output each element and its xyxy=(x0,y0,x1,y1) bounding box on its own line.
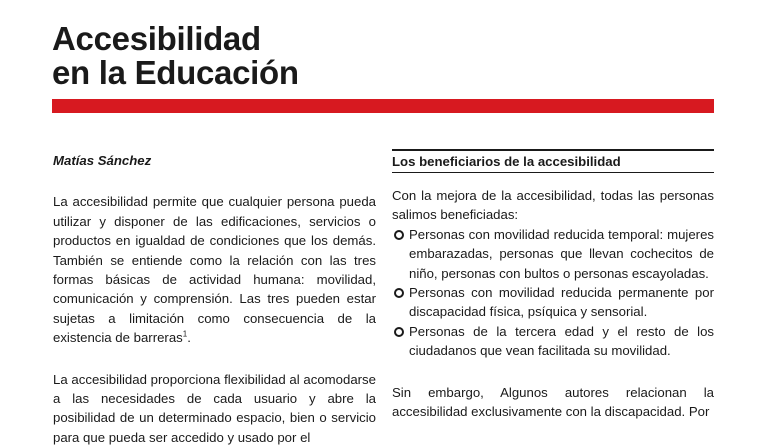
list-item xyxy=(392,283,714,322)
bullet-icon xyxy=(394,288,404,298)
list-item-text: Personas de la tercera edad y el resto de los ciudadanos que vean facilitada su movilidad. xyxy=(409,323,714,359)
paragraph-intro xyxy=(53,192,376,347)
footnote-marker[interactable]: 1 xyxy=(182,329,188,339)
list-item-text: Personas con movilidad reducida permanente por discapacidad física, psíquica y sensorial. xyxy=(409,285,714,320)
beneficiaries-list xyxy=(392,225,714,361)
paragraph-intro-end: . xyxy=(187,330,191,346)
paragraph-disability: Sin embargo, Algunos autores relacionan la accesibilidad exclusivamente con la discapacidad. Por xyxy=(392,384,714,420)
bullet-icon xyxy=(394,230,404,240)
list-item xyxy=(392,225,714,283)
title-line-2: en la Educación xyxy=(52,54,299,91)
paragraph-intro-text: La accesibilidad permite que cualquier persona pueda utilizar y disponer de las edificaciones, servicios o productos en igualdad de condiciones que los demás. También se entiende como la relación con las tres formas básicas de actividad humana: movilidad, comunicación y comprensión. Las tres pueden estar sujetas a limitación como consecuencia de la existencia de barreras xyxy=(53,194,376,346)
author-name: Matías Sánchez xyxy=(53,153,152,168)
list-item-text: Personas con movilidad reducida temporal: mujeres embarazadas, personas que llevan cochecitos de niño, personas con bultos o personas escayoladas. xyxy=(409,226,714,281)
right-column xyxy=(392,151,714,421)
title-line-1: Accesibilidad xyxy=(52,20,261,57)
left-column xyxy=(53,151,376,447)
section-heading: Los beneficiarios de la accesibilidad xyxy=(392,149,714,171)
paragraph-beneficiaries-intro: Con la mejora de la accesibilidad, todas las personas salimos beneficiadas: xyxy=(392,188,714,223)
title-accent-bar xyxy=(52,99,714,113)
paragraph-flexibility: La accesibilidad proporciona flexibilidad al acomodarse a las necesidades de cada usuario y abre la posibilidad de un determinado espacio, bien o servicio para que pueda ser accedido y usado por el xyxy=(53,371,376,445)
section-heading-rule xyxy=(392,172,714,173)
list-item xyxy=(392,322,714,361)
bullet-icon xyxy=(394,327,404,337)
page-title xyxy=(52,22,299,90)
